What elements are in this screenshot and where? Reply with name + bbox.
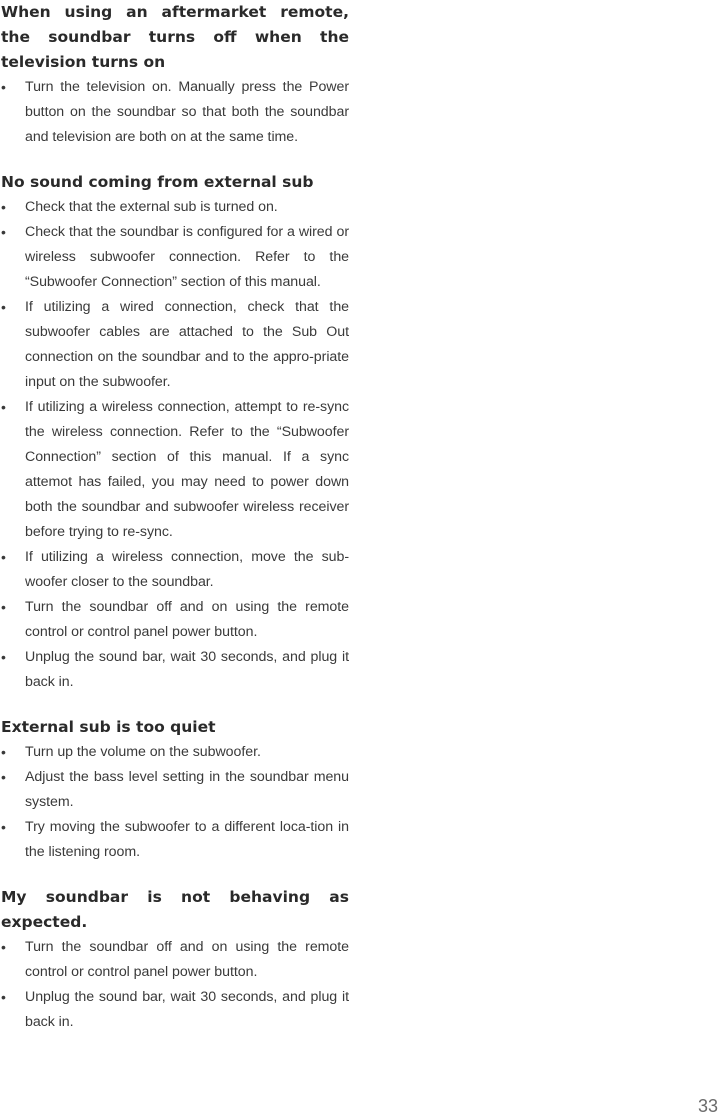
bullet-icon: • <box>1 744 6 760</box>
list-item <box>1 295 349 395</box>
bullet-list <box>1 75 349 150</box>
section-no-sound-external-sub <box>1 170 349 695</box>
list-item-text: Check that the external sub is turned on. <box>25 199 278 215</box>
list-item <box>1 985 349 1035</box>
bullet-icon: • <box>1 79 6 95</box>
list-item <box>1 195 349 220</box>
bullet-list <box>1 935 349 1035</box>
bullet-icon: • <box>1 399 6 415</box>
list-item-text: If utilizing a wired connection, check that the subwoofer cables are attached to the Sub Out connection on the soundbar and to the appro-priate input on the subwoofer. <box>25 299 349 390</box>
bullet-icon: • <box>1 199 6 215</box>
list-item <box>1 75 349 150</box>
bullet-list <box>1 740 349 865</box>
bullet-icon: • <box>1 769 6 785</box>
list-item <box>1 595 349 645</box>
list-item-text: Turn the television on. Manually press the Power button on the soundbar so that both the soundbar and television are both on at the same time. <box>25 79 349 145</box>
troubleshooting-column <box>1 0 349 1055</box>
list-item-text: If utilizing a wireless connection, move the sub-woofer closer to the soundbar. <box>25 549 349 590</box>
list-item <box>1 645 349 695</box>
bullet-icon: • <box>1 989 6 1005</box>
bullet-list <box>1 195 349 695</box>
list-item <box>1 740 349 765</box>
bullet-icon: • <box>1 939 6 955</box>
bullet-icon: • <box>1 299 6 315</box>
bullet-icon: • <box>1 224 6 240</box>
list-item <box>1 545 349 595</box>
list-item-text: Try moving the subwoofer to a different loca-tion in the listening room. <box>25 819 349 860</box>
bullet-icon: • <box>1 599 6 615</box>
bullet-icon: • <box>1 819 6 835</box>
section-heading: No sound coming from external sub <box>1 173 314 191</box>
list-item-text: Check that the soundbar is configured for a wired or wireless subwoofer connection. Refer to the “Subwoofer Connection” section of this manual. <box>25 224 349 290</box>
list-item-text: Turn up the volume on the subwoofer. <box>25 744 261 760</box>
section-heading: External sub is too quiet <box>1 718 216 736</box>
section-heading: My soundbar is not behaving as expected. <box>1 888 349 931</box>
section-aftermarket-remote <box>1 0 349 150</box>
list-item-text: Unplug the sound bar, wait 30 seconds, and plug it back in. <box>25 649 349 690</box>
list-item-text: Turn the soundbar off and on using the remote control or control panel power button. <box>25 599 349 640</box>
list-item <box>1 395 349 545</box>
list-item <box>1 765 349 815</box>
list-item-text: Turn the soundbar off and on using the remote control or control panel power button. <box>25 939 349 980</box>
page-number: 33 <box>697 1096 718 1116</box>
list-item <box>1 815 349 865</box>
section-soundbar-not-behaving <box>1 885 349 1035</box>
bullet-icon: • <box>1 549 6 565</box>
section-external-sub-too-quiet <box>1 715 349 865</box>
list-item-text: Adjust the bass level setting in the soundbar menu system. <box>25 769 349 810</box>
bullet-icon: • <box>1 649 6 665</box>
list-item-text: Unplug the sound bar, wait 30 seconds, and plug it back in. <box>25 989 349 1030</box>
list-item <box>1 935 349 985</box>
list-item-text: If utilizing a wireless connection, attempt to re-sync the wireless connection. Refer to the “Subwoofer Connection” section of this manual. If a sync attemot has failed, you may need to power down both the soundbar and subwoofer wireless receiver before trying to re-sync. <box>25 399 349 540</box>
section-heading: When using an aftermarket remote, the soundbar turns off when the television turns on <box>1 3 349 71</box>
list-item <box>1 220 349 295</box>
